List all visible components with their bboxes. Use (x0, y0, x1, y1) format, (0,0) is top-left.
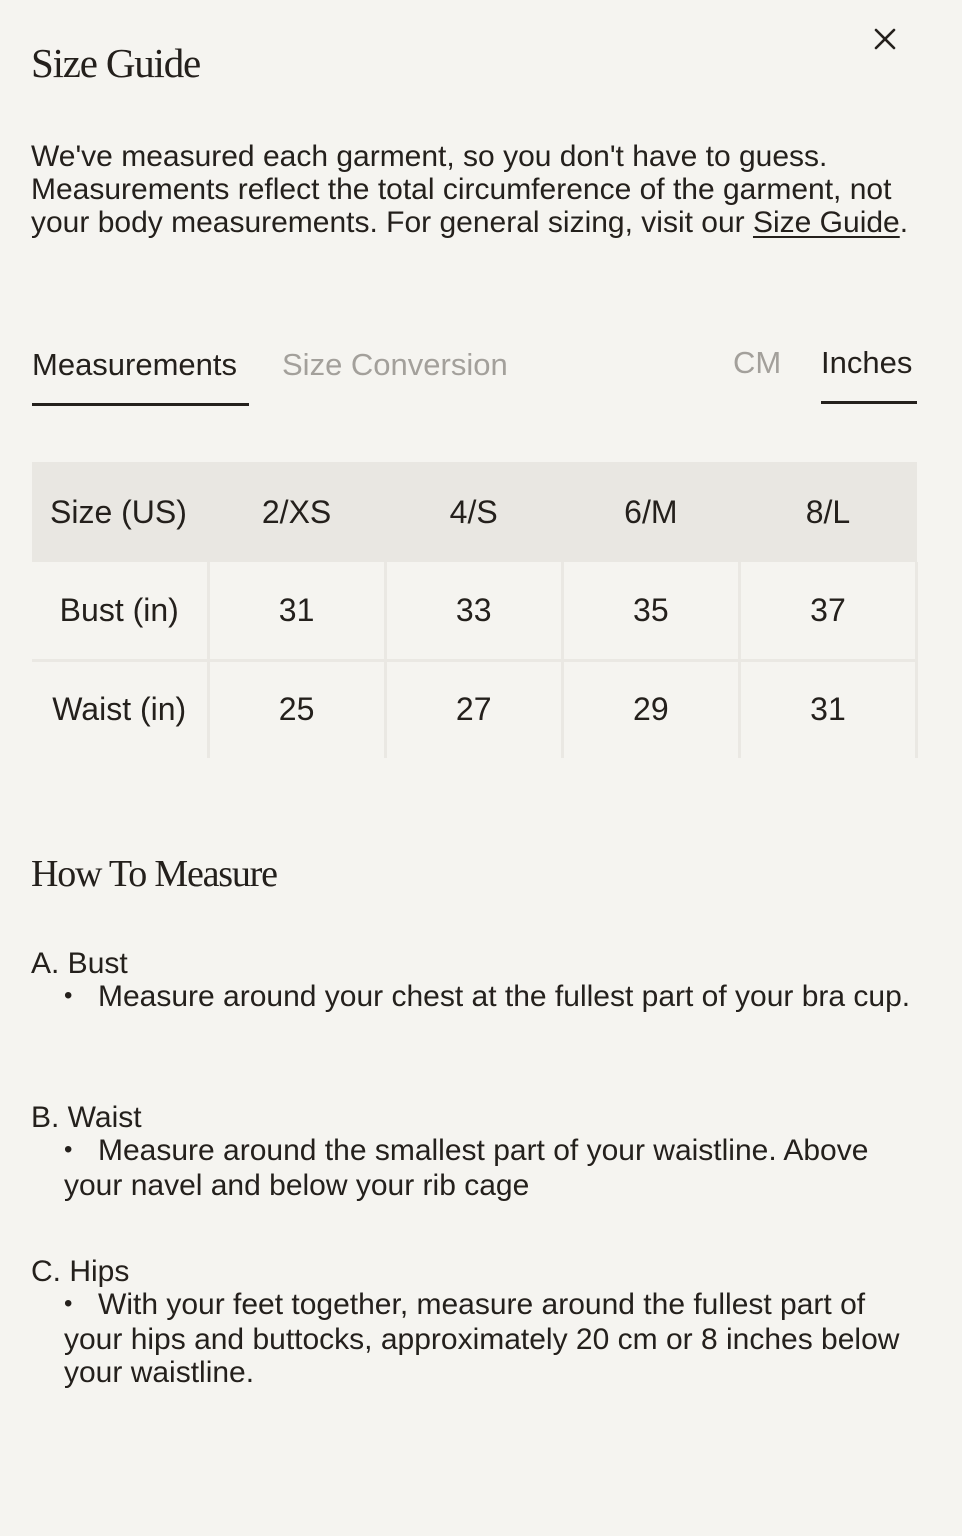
bullet-icon: • (64, 1290, 73, 1317)
intro-text-before: We've measured each garment, so you don't have to guess. Measurements reflect the total circumference of the garment, not your body measurements. For general sizing, visit our (31, 140, 892, 239)
how-to-measure-title: How To Measure (31, 853, 277, 895)
tab-measurements[interactable]: Measurements (32, 345, 249, 406)
table-cell: 29 (562, 660, 739, 758)
table-cell: 31 (739, 660, 916, 758)
measure-label: B. Waist (31, 1101, 142, 1134)
measure-instruction (31, 980, 924, 1015)
measure-instruction (31, 1288, 924, 1389)
measure-item-waist (31, 1101, 926, 1202)
bullet-icon: • (64, 1136, 73, 1163)
row-label-bust: Bust (in) (32, 562, 208, 660)
table-header-cell: 2/XS (261, 493, 332, 530)
intro-text-after: . (899, 206, 909, 239)
measurements-table (32, 462, 918, 758)
page-title: Size Guide (31, 40, 201, 86)
measure-label: A. Bust (31, 947, 128, 980)
measure-item-bust (31, 947, 926, 1015)
measure-instruction (31, 1134, 924, 1202)
table-cell: 37 (739, 562, 916, 660)
measure-instruction-text: With your feet together, measure around the fullest part of your hips and buttocks, approximately 20 cm or 8 inches below your waistline. (64, 1288, 900, 1389)
table-cell: 35 (562, 562, 739, 660)
table-cell: 31 (208, 562, 385, 660)
measure-label: C. Hips (31, 1255, 130, 1288)
unit-toggle-cm[interactable]: CM (733, 345, 782, 380)
table-cell: 33 (385, 562, 562, 660)
size-guide-link[interactable]: Size Guide (752, 206, 900, 239)
table-header-cell: 8/L (805, 493, 851, 530)
table-header-cell: 6/M (624, 493, 678, 530)
intro-text (31, 140, 911, 239)
table-row (32, 660, 917, 758)
tab-size-conversion[interactable]: Size Conversion (282, 347, 508, 382)
bullet-icon: • (64, 982, 73, 1009)
row-label-waist: Waist (in) (32, 660, 208, 758)
table-cell: 27 (385, 660, 562, 758)
table-cell: 25 (208, 660, 385, 758)
unit-toggle-inches[interactable]: Inches (821, 343, 917, 404)
close-icon (866, 20, 904, 58)
measure-instruction-text: Measure around your chest at the fullest part of your bra cup. (98, 980, 911, 1013)
measure-item-hips (31, 1255, 926, 1389)
table-header-row (32, 462, 917, 562)
table-header-size: Size (US) (50, 493, 187, 530)
table-header-cell: 4/S (449, 493, 498, 530)
close-button[interactable] (866, 20, 904, 58)
table-row (32, 562, 917, 660)
measure-instruction-text: Measure around the smallest part of your waistline. Above your navel and below your rib cage (64, 1134, 869, 1202)
